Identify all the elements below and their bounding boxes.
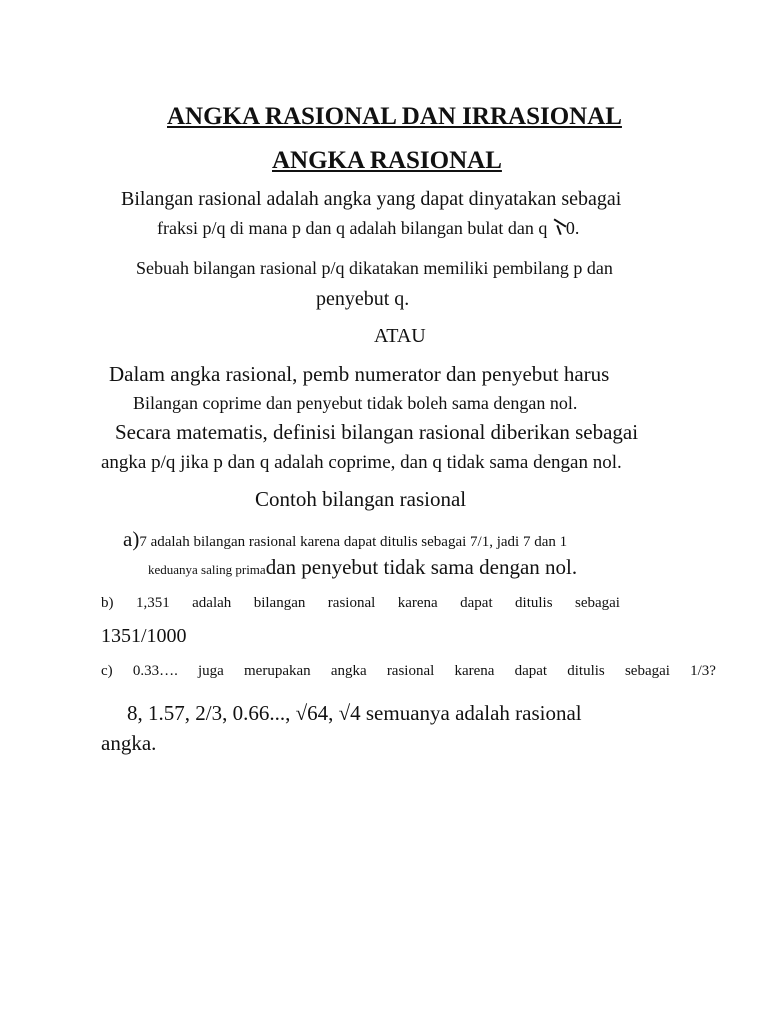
- example-a-line-1: [123, 529, 567, 550]
- document-title: ANGKA RASIONAL DAN IRRASIONAL: [167, 103, 622, 130]
- definition-line-2: [157, 219, 579, 237]
- math-definition-line-1: Secara matematis, definisi bilangan rasional diberikan sebagai: [115, 420, 639, 444]
- example-a-text: 7 adalah bilangan rasional karena dapat ditulis sebagai 7/1, jadi 7 dan 1: [139, 534, 568, 550]
- example-b-word: 1,351: [135, 595, 170, 611]
- example-c-word: 1/3?: [690, 663, 716, 679]
- summary-line-1: 8, 1.57, 2/3, 0.66..., √64, √4 semuanya adalah rasional: [127, 701, 582, 725]
- example-b-line-2: 1351/1000: [101, 625, 187, 647]
- section-heading: ANGKA RASIONAL: [272, 147, 502, 174]
- example-b-word: karena: [397, 595, 438, 611]
- atau-label: ATAU: [374, 325, 426, 347]
- example-c-word: c): [101, 663, 113, 679]
- definition2-line-2: penyebut q.: [316, 288, 410, 310]
- example-c-word: angka: [330, 663, 367, 679]
- example-a-large-text: dan penyebut tidak sama dengan nol.: [265, 555, 578, 579]
- example-b-word: ditulis: [515, 595, 553, 611]
- alternative-line-1: Dalam angka rasional, pemb numerator dan penyebut harus: [109, 362, 610, 386]
- math-definition-line-2: angka p/q jika p dan q adalah coprime, dan q tidak sama dengan nol.: [101, 452, 622, 473]
- definition-line-2-text: fraksi p/q di mana p dan q adalah bilangan bulat dan q: [157, 218, 548, 238]
- summary-line-2: angka.: [101, 731, 157, 755]
- example-c-word: ditulis: [567, 663, 605, 679]
- alternative-line-2: Bilangan coprime dan penyebut tidak boleh sama dengan nol.: [133, 393, 578, 413]
- example-b-word: dapat: [460, 595, 493, 611]
- definition-line-1: Bilangan rasional adalah angka yang dapat dinyatakan sebagai: [121, 188, 622, 210]
- examples-heading: Contoh bilangan rasional: [255, 487, 467, 511]
- example-b-line-1: [101, 596, 620, 611]
- example-b-word: rasional: [327, 595, 376, 611]
- example-a-line-2: [148, 557, 577, 578]
- example-b-word: adalah: [192, 595, 232, 611]
- example-b-word: b): [101, 595, 114, 611]
- example-c-word: sebagai: [624, 663, 670, 679]
- example-c-word: karena: [454, 663, 495, 679]
- example-c-word: dapat: [514, 663, 548, 679]
- example-a-small-text: keduanya saling prima: [148, 562, 266, 577]
- example-b-word: bilangan: [253, 595, 306, 611]
- example-a-marker: a): [123, 527, 140, 551]
- definition-line-2-end: 0.: [565, 218, 580, 238]
- definition2-line-1: Sebuah bilangan rasional p/q dikatakan memiliki pembilang p dan: [136, 258, 613, 278]
- example-c-word: merupakan: [244, 663, 311, 679]
- example-c-line-1: [101, 664, 716, 679]
- example-c-word: juga: [198, 663, 224, 679]
- example-b-word: sebagai: [575, 595, 620, 611]
- example-c-word: 0.33….: [132, 663, 178, 679]
- example-c-word: rasional: [386, 663, 435, 679]
